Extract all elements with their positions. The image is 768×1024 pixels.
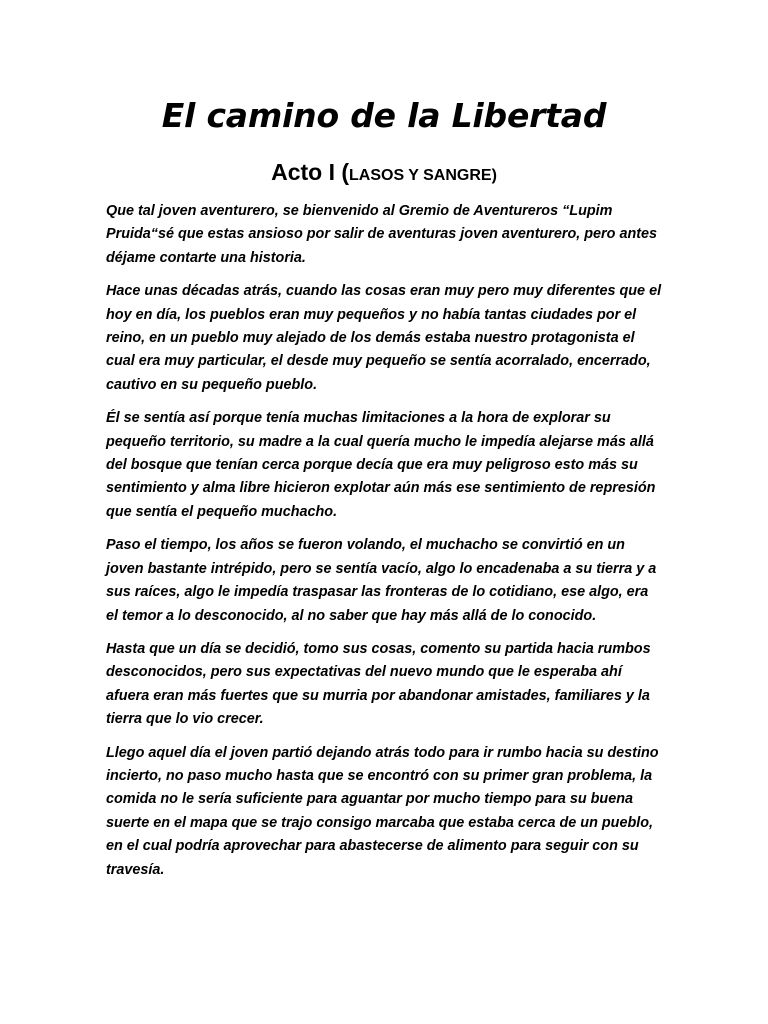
paragraph: Que tal joven aventurero, se bienvenido al Gremio de Aventureros “Lupim Pruida“sé que estas ansioso por salir de aventuras joven aventurero, pero antes déjame contarte una historia. (106, 203, 658, 266)
paragraph: Paso el tiempo, los años se fueron volando, el muchacho se convirtió en un joven bastante intrépido, pero se sentía vacío, algo lo encadenaba a su tierra y a sus raíces, algo le impedía traspasar las fronteras de lo cotidiano, ese algo, era el temor a lo desconocido, al no saber que hay más allá de lo conocido. (106, 537, 657, 624)
paragraph: Él se sentía así porque tenía muchas limitaciones a la hora de explorar su pequeño territorio, su madre a la cual quería mucho le impedía alejarse más allá del bosque que tenían cerca porque decía que era muy peligroso esto más su sentimiento y alma libre hicieron explotar aún más ese sentimiento de represión que sentía el pequeño muchacho. (106, 410, 656, 520)
paragraph: Hasta que un día se decidió, tomo sus cosas, comento su partida hacia rumbos desconocidos, pero sus expectativas del nuevo mundo que le esperaba ahí afuera eran más fuertes que su murria por abandonar amistades, familiares y la tierra que lo vio crecer. (106, 640, 651, 728)
document-body (106, 200, 662, 892)
subtitle-small: LASOS Y SANGRE) (349, 167, 497, 184)
document-subtitle (0, 154, 768, 194)
subtitle-main: Acto I ( (271, 159, 350, 185)
paragraph: Llego aquel día el joven partió dejando atrás todo para ir rumbo hacia su destino incierto, no paso mucho hasta que se encontró con su primer gran problema, la comida no le sería suficiente para aguantar por mucho tiempo para su buena suerte en el mapa que se trajo consigo marcaba que estaba cerca de un pueblo, en el cual podría aprovechar para abastecerse de alimento para seguir con su travesía. (106, 744, 659, 878)
paragraph: Hace unas décadas atrás, cuando las cosas eran muy pero muy diferentes que el hoy en día, los pueblos eran muy pequeños y no había tantas ciudades por el reino, en un pueblo muy alejado de los demás estaba nuestro protagonista el cual era muy particular, el desde muy pequeño se sentía acorralado, encerrado, cautivo en su pequeño pueblo. (106, 283, 662, 393)
document-title: El camino de la Libertad (161, 96, 607, 135)
